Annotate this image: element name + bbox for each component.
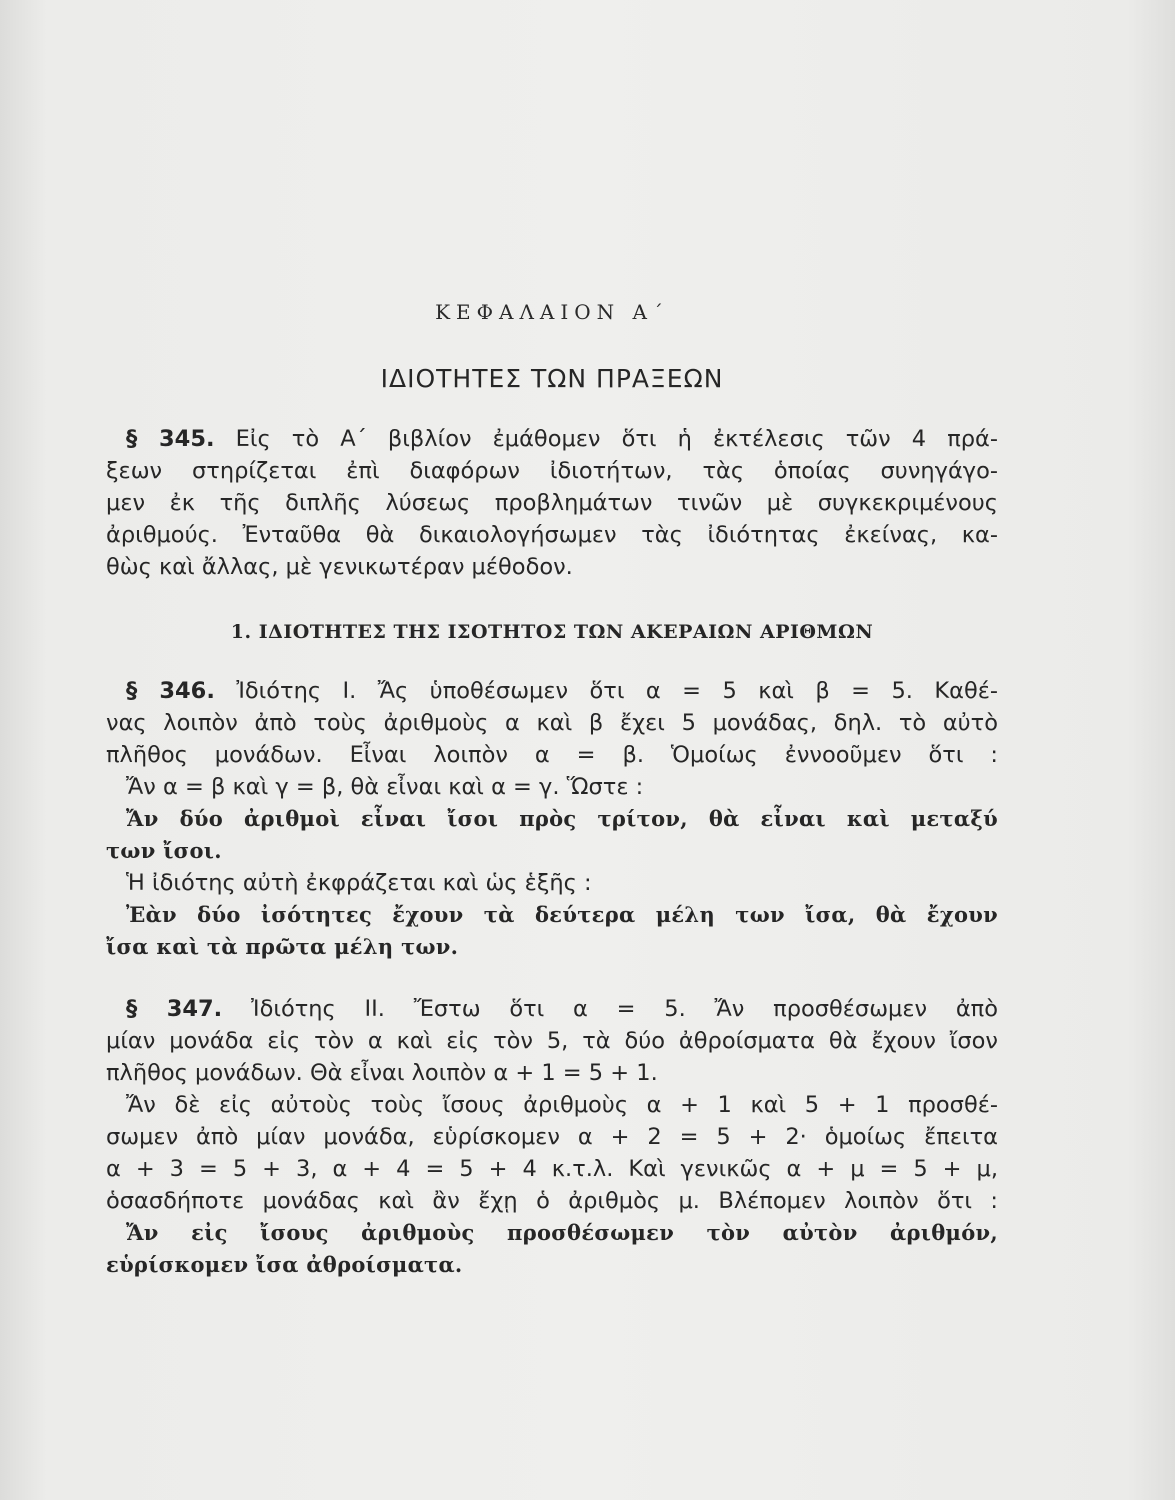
text-line: § 345. Εἰς τὸ Α΄ βιβλίον ἐμάθομεν ὅτι ἡ ἐκτέλεσις τῶν 4 πρά-	[126, 426, 998, 452]
text-line: ξεων στηρίζεται ἐπὶ διαφόρων ἰδιοτήτων, τὰς ὁποίας συνηγάγο-	[106, 458, 998, 484]
paragraph-346	[106, 675, 998, 963]
rule-text: Ἐὰν δύο ἰσότητες ἔχουν τὰ δεύτερα μέλη των ἴσα, θὰ ἔχουν	[126, 902, 998, 927]
paragraph-345	[106, 423, 998, 583]
page-content	[106, 300, 998, 1281]
rule-text: των ἴσοι.	[106, 838, 222, 863]
chapter-heading: ΚΕΦΑΛΑΙΟΝ Α΄	[435, 300, 669, 324]
rule-text: Ἄν δύο ἀριθμοὶ εἶναι ἴσοι πρὸς τρίτον, θὰ εἶναι καὶ μεταξύ	[126, 806, 998, 831]
section-number: § 347.	[126, 996, 223, 1022]
rule-text: εὑρίσκομεν ἴσα ἀθροίσματα.	[106, 1252, 463, 1277]
text-line: σωμεν ἀπὸ μίαν μονάδα, εὑρίσκομεν α + 2 = 5 + 2· ὁμοίως ἔπειτα	[106, 1124, 998, 1150]
text-line: Ἄν δὲ εἰς αὐτοὺς τοὺς ἴσους ἀριθμοὺς α + 1 καὶ 5 + 1 προσθέ-	[126, 1092, 998, 1118]
text-line: θὼς καὶ ἄλλας, μὲ γενικωτέραν μέθοδον.	[106, 554, 573, 580]
text-line: μίαν μονάδα εἰς τὸν α καὶ εἰς τὸν 5, τὰ δύο ἀθροίσματα θὰ ἔχουν ἴσον	[106, 1028, 998, 1054]
rule-text: Ἄν εἰς ἴσους ἀριθμοὺς προσθέσωμεν τὸν αὐτὸν ἀριθμόν,	[126, 1220, 998, 1245]
chapter-title: ΙΔΙΟΤΗΤΕΣ ΤΩΝ ΠΡΑΞΕΩΝ	[380, 364, 724, 393]
text-line: § 347. Ἰδιότης ΙΙ. Ἔστω ὅτι α = 5. Ἄν προσθέσωμεν ἀπὸ	[126, 996, 998, 1022]
text-line: Ἄν α = β καὶ γ = β, θὰ εἶναι καὶ α = γ. Ὥστε :	[126, 774, 644, 800]
section-number: § 345.	[126, 426, 215, 452]
text-line: α + 3 = 5 + 3, α + 4 = 5 + 4 κ.τ.λ. Καὶ γενικῶς α + μ = 5 + μ,	[106, 1156, 998, 1182]
text-line: ἀριθμούς. Ἐνταῦθα θὰ δικαιολογήσωμεν τὰς ἰδιότητας ἐκείνας, κα-	[106, 522, 998, 548]
text-line: ὁσασδήποτε μονάδας καὶ ἂν ἔχῃ ὁ ἀριθμὸς μ. Βλέπομεν λοιπὸν ὅτι :	[106, 1188, 998, 1214]
text-line: πλῆθος μονάδων. Θὰ εἶναι λοιπὸν α + 1 = 5 + 1.	[106, 1060, 658, 1086]
paragraph-347	[106, 993, 998, 1281]
text-line: πλῆθος μονάδων. Εἶναι λοιπὸν α = β. Ὁμοίως ἐννοοῦμεν ὅτι :	[106, 742, 998, 768]
rule-text: ἴσα καὶ τὰ πρῶτα μέλη των.	[106, 934, 459, 959]
text-line: Ἡ ἰδιότης αὐτὴ ἐκφράζεται καὶ ὡς ἑξῆς :	[126, 870, 592, 896]
text-line: μεν ἐκ τῆς διπλῆς λύσεως προβλημάτων τινῶν μὲ συγκεκριμένους	[106, 490, 998, 516]
text-line: § 346. Ἰδιότης Ι. Ἄς ὑποθέσωμεν ὅτι α = 5 καὶ β = 5. Καθέ-	[126, 678, 998, 704]
subheading: 1. ΙΔΙΟΤΗΤΕΣ ΤΗΣ ΙΣΟΤΗΤΟΣ ΤΩΝ ΑΚΕΡΑΙΩΝ ΑΡΙΘΜΩΝ	[230, 621, 874, 643]
section-number: § 346.	[126, 678, 215, 704]
text-line: νας λοιπὸν ἀπὸ τοὺς ἀριθμοὺς α καὶ β ἔχει 5 μονάδας, δηλ. τὸ αὐτὸ	[106, 710, 998, 736]
